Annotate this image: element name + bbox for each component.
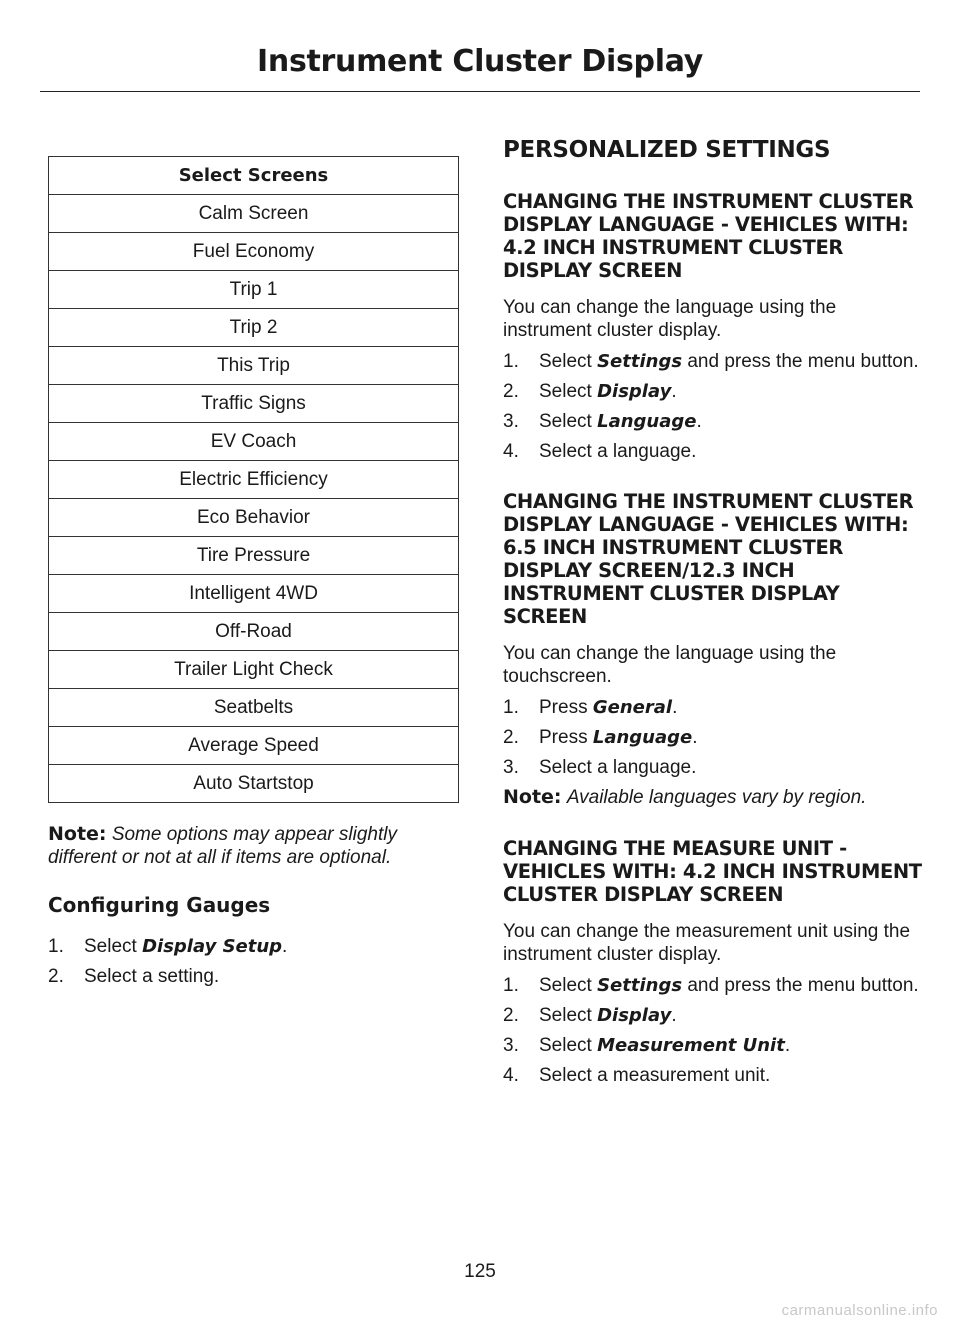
- table-cell: Traffic Signs: [49, 385, 459, 423]
- step-keyword: Display: [597, 1005, 672, 1026]
- table-row: [49, 347, 459, 385]
- table-cell: Electric Efficiency: [49, 461, 459, 499]
- step-text: Select: [539, 411, 598, 432]
- table-row: [49, 651, 459, 689]
- step-number: 4.: [503, 1065, 519, 1086]
- table-cell: Intelligent 4WD: [49, 575, 459, 613]
- step-number: 2.: [503, 381, 519, 402]
- section-heading-measure-unit: CHANGING THE MEASURE UNIT - VEHICLES WITH: 4.2 INCH INSTRUMENT CLUSTER DISPLAY SCREEN: [503, 837, 922, 906]
- step-keyword: Measurement Unit: [597, 1035, 785, 1056]
- table-cell: Calm Screen: [49, 195, 459, 233]
- list-item: [503, 756, 923, 779]
- table-cell: Auto Startstop: [49, 765, 459, 803]
- table-row: [49, 423, 459, 461]
- watermark: carmanualsonline.info: [781, 1302, 938, 1319]
- step-number: 4.: [503, 441, 519, 462]
- left-column: [48, 156, 459, 995]
- list-item: [503, 1004, 923, 1027]
- step-keyword: Settings: [597, 351, 683, 372]
- table-cell: This Trip: [49, 347, 459, 385]
- list-item: [48, 965, 459, 988]
- table-cell: Fuel Economy: [49, 233, 459, 271]
- section-intro: You can change the language using the touchscreen.: [503, 643, 837, 687]
- table-row: [49, 613, 459, 651]
- step-suffix: .: [696, 411, 702, 432]
- section-intro: You can change the measurement unit using the instrument cluster display.: [503, 921, 911, 965]
- step-suffix: .: [671, 381, 677, 402]
- page-number: 125: [464, 1261, 496, 1282]
- configuring-gauges-heading: Configuring Gauges: [48, 893, 271, 917]
- step-text: Select: [539, 1005, 598, 1026]
- right-column: [503, 136, 923, 1094]
- list-item: [503, 440, 923, 463]
- step-suffix: .: [672, 697, 678, 718]
- step-number: 2.: [503, 727, 519, 748]
- step-number: 3.: [503, 757, 519, 778]
- language-4-2-steps: [503, 350, 923, 463]
- step-keyword: General: [592, 697, 673, 718]
- step-number: 1.: [503, 975, 519, 996]
- list-item: [48, 935, 459, 958]
- list-item: [503, 726, 923, 749]
- step-text: Select: [539, 1035, 598, 1056]
- left-note: [48, 823, 459, 869]
- table-row: [49, 271, 459, 309]
- step-keyword: Display Setup: [142, 936, 283, 957]
- language-6-5-steps: [503, 696, 923, 779]
- step-text: Select a setting.: [84, 966, 220, 987]
- table-cell: Trip 1: [49, 271, 459, 309]
- table-cell: EV Coach: [49, 423, 459, 461]
- list-item: [503, 1034, 923, 1057]
- table-header: Select Screens: [49, 157, 459, 195]
- table-cell: Trip 2: [49, 309, 459, 347]
- list-item: [503, 350, 923, 373]
- step-text: Select a language.: [539, 441, 697, 462]
- table-row: [49, 499, 459, 537]
- step-text: Select a measurement unit.: [539, 1065, 771, 1086]
- step-text: Select a language.: [539, 757, 697, 778]
- step-suffix: .: [671, 1005, 677, 1026]
- configuring-steps: [48, 935, 459, 988]
- section-heading-language-4-2: CHANGING THE INSTRUMENT CLUSTER DISPLAY LANGUAGE - VEHICLES WITH: 4.2 INCH INSTRUMENT CLUSTER DISPLAY SCREEN: [503, 190, 914, 282]
- step-number: 3.: [503, 1035, 519, 1056]
- step-suffix: and press the menu button.: [682, 351, 919, 372]
- table-cell: Seatbelts: [49, 689, 459, 727]
- list-item: [503, 1064, 923, 1087]
- language-note: [503, 786, 923, 809]
- table-row: [49, 309, 459, 347]
- step-suffix: .: [282, 936, 288, 957]
- step-keyword: Language: [592, 727, 693, 748]
- step-number: 2.: [503, 1005, 519, 1026]
- table-cell: Tire Pressure: [49, 537, 459, 575]
- step-text: Select: [84, 936, 143, 957]
- list-item: [503, 974, 923, 997]
- table-header-row: [49, 157, 459, 195]
- list-item: [503, 696, 923, 719]
- note-label: Note:: [48, 823, 107, 845]
- step-number: 2.: [48, 966, 64, 987]
- table-cell: Average Speed: [49, 727, 459, 765]
- section-intro: You can change the language using the instrument cluster display.: [503, 297, 837, 341]
- section-heading-language-6-5: CHANGING THE INSTRUMENT CLUSTER DISPLAY LANGUAGE - VEHICLES WITH: 6.5 INCH INSTRUMENT CLUSTER DISPLAY SCREEN/12.3 INCH INSTRUMENT CLUSTER DISPLAY SCREEN: [503, 490, 914, 628]
- table-row: [49, 689, 459, 727]
- table-row: [49, 233, 459, 271]
- table-cell: Eco Behavior: [49, 499, 459, 537]
- step-number: 1.: [48, 936, 64, 957]
- step-text: Press: [539, 697, 593, 718]
- step-number: 1.: [503, 351, 519, 372]
- header-rule: [40, 91, 920, 92]
- table-row: [49, 461, 459, 499]
- table-row: [49, 575, 459, 613]
- step-suffix: and press the menu button.: [682, 975, 919, 996]
- table-row: [49, 385, 459, 423]
- step-text: Select: [539, 381, 598, 402]
- table-row: [49, 195, 459, 233]
- note-text: Available languages vary by region.: [566, 787, 867, 808]
- step-number: 3.: [503, 411, 519, 432]
- table-cell: Trailer Light Check: [49, 651, 459, 689]
- list-item: [503, 380, 923, 403]
- step-suffix: .: [692, 727, 698, 748]
- select-screens-table: [48, 156, 459, 803]
- personalized-settings-heading: PERSONALIZED SETTINGS: [503, 137, 831, 163]
- step-keyword: Display: [597, 381, 672, 402]
- list-item: [503, 410, 923, 433]
- measure-unit-steps: [503, 974, 923, 1087]
- step-text: Select: [539, 975, 598, 996]
- step-keyword: Language: [597, 411, 697, 432]
- step-text: Select: [539, 351, 598, 372]
- page-title: Instrument Cluster Display: [257, 44, 703, 79]
- step-text: Press: [539, 727, 593, 748]
- step-number: 1.: [503, 697, 519, 718]
- table-row: [49, 765, 459, 803]
- note-text: Some options may appear slightly different or not at all if items are optional.: [48, 824, 397, 868]
- table-row: [49, 537, 459, 575]
- table-cell: Off-Road: [49, 613, 459, 651]
- note-label: Note:: [503, 786, 562, 808]
- step-suffix: .: [784, 1035, 791, 1056]
- table-row: [49, 727, 459, 765]
- step-keyword: Settings: [597, 975, 683, 996]
